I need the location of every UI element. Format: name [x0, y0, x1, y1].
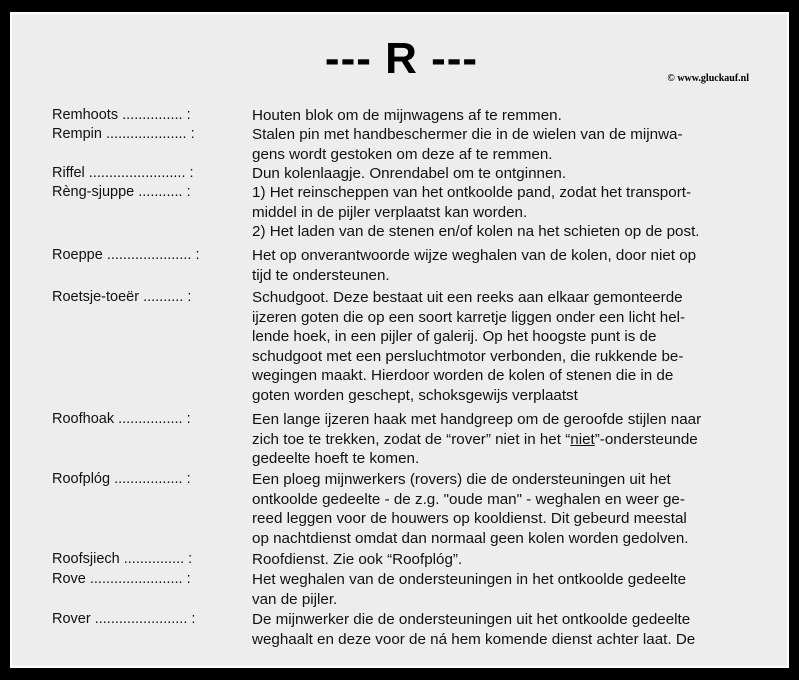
entry-term: Roofsjiech ............... :: [52, 551, 193, 567]
entry-definition: Het weghalen van de ondersteuningen in het ontkoolde gedeelte van de pijler.: [252, 571, 687, 608]
entry-term: Roetsje-toeër .......... :: [52, 289, 192, 305]
entry-term: Roofhoak ................ :: [52, 411, 191, 427]
entry-definition: Roofdienst. Zie ook “Roofplóg”.: [252, 551, 463, 568]
entry-definition: Stalen pin met handbeschermer die in de wielen van de mijnwa- gens wordt gestoken om deze af te remmen.: [252, 126, 683, 163]
entry-definition: Dun kolenlaagje. Onrendabel om te ontginnen.: [252, 165, 567, 182]
show-through-texture: [262, 16, 266, 35]
definition-text: ”-ondersteunde gedeelte hoeft te komen.: [252, 430, 698, 467]
entry-term: Rove ....................... :: [52, 571, 191, 587]
entry-term: Roofplóg ................. :: [52, 471, 191, 487]
definition-text: Een lange ijzeren haak met handgreep om de geroofde stijlen naar zich toe te trekken, zodat de “rover” niet in het “: [252, 411, 702, 448]
entry-term: Rèng-sjuppe ........... :: [52, 184, 191, 200]
source-credit: © www.gluckauf.nl: [667, 73, 749, 84]
entry-term: Rempin .................... :: [52, 126, 195, 142]
entry-definition: Het op onverantwoorde wijze weghalen van de kolen, door niet op tijd te ondersteunen.: [252, 247, 697, 284]
entry-term: Remhoots ............... :: [52, 107, 191, 123]
entry-definition: Een ploeg mijnwerkers (rovers) die de ondersteuningen uit het ontkoolde gedeelte - de z.g. "oude man" - weghalen en weer ge- reed leggen voor de houwers op kooldienst. Dit gebeurd meestal op nachtdienst omdat dan normaal geen kolen worden gedolven.: [252, 471, 689, 547]
entry-term: Rover ....................... :: [52, 611, 196, 627]
entry-term: Riffel ........................ :: [52, 165, 194, 181]
dictionary-page: [10, 12, 789, 668]
entry-term: Roeppe ..................... :: [52, 247, 200, 263]
entry-definition: [252, 410, 772, 469]
entry-definition: Schudgoot. Deze bestaat uit een reeks aan elkaar gemonteerde ijzeren goten die op een soort karretje liggen onder een licht hel- lende hoek, in een pijler of galerij. Op het hoogste punt is de schudgoot met een persluchtmotor verbonden, die rukkende be- wegingen maakt. Hierdoor worden de kolen of stenen die in de goten worden geschept, schoksgewijs verplaatst: [252, 289, 686, 404]
entry-definition: Houten blok om de mijnwagens af te remmen.: [252, 107, 562, 124]
entry-definition: De mijnwerker die de ondersteuningen uit het ontkoolde gedeelte weghaalt en deze voor de ná hem komende dienst achter laat. De: [252, 611, 696, 648]
entry-definition: 1) Het reinscheppen van het ontkoolde pand, zodat het transport- middel in de pijler verplaatst kan worden. 2) Het laden van de stenen en/of kolen na het schieten op de post.: [252, 184, 700, 240]
underlined-word: niet: [570, 430, 595, 448]
letter-heading: --- R ---: [324, 34, 479, 83]
